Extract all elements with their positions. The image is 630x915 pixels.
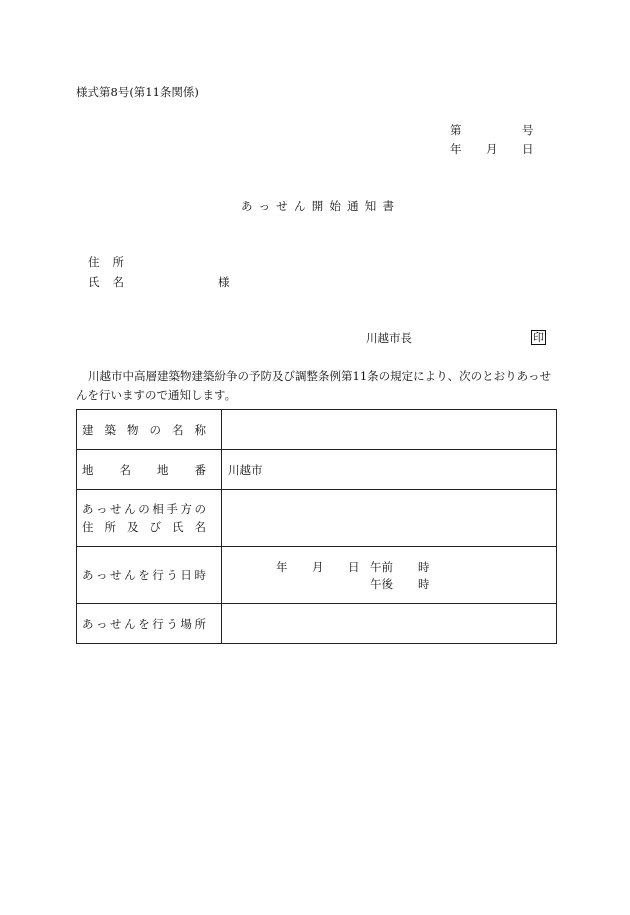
datetime-pm: 午後 (370, 577, 393, 591)
row-value-place (222, 604, 557, 644)
notice-body-text: 川越市中高層建築物建築紛争の予防及び調整条例第11条の規定により、次のとおりあっせんを行いますので通知します。 (76, 369, 552, 402)
document-title: あっせん開始通知書 (241, 199, 394, 213)
datetime-pm-hour: 時 (418, 577, 430, 591)
table-row (77, 604, 557, 644)
table-row (77, 490, 557, 547)
date-day: 日 (522, 142, 534, 156)
name-label: 氏名 (88, 275, 124, 289)
row-value-building-name (222, 410, 557, 450)
date-year: 年 (450, 142, 462, 156)
row-value-datetime (222, 547, 557, 604)
honorific-sama: 様 (218, 275, 230, 289)
datetime-day: 日 (348, 560, 360, 574)
number-prefix: 第 (450, 123, 462, 137)
address-label: 住所 (88, 255, 124, 269)
issuer-name: 川越市長 (366, 331, 412, 345)
row-value-location: 川越市 (222, 450, 557, 490)
datetime-am: 午前 (370, 560, 393, 574)
form-number-label: 様式第8号(第11条関係) (76, 85, 199, 99)
datetime-year: 年 (276, 560, 288, 574)
row-label-counterparty: あっせんの相手方の 住所及び氏名 (77, 490, 222, 547)
row-label-building-name: 建築物の名称 (77, 410, 222, 450)
table-row (77, 450, 557, 490)
seal-mark: 印 (533, 331, 544, 344)
datetime-month: 月 (312, 560, 324, 574)
number-suffix: 号 (522, 123, 534, 137)
row-label-place: あっせんを行う場所 (77, 604, 222, 644)
table-row (77, 547, 557, 604)
table-row (77, 410, 557, 450)
datetime-am-hour: 時 (418, 560, 430, 574)
details-table (76, 409, 557, 644)
row-value-counterparty (222, 490, 557, 547)
date-month: 月 (486, 142, 498, 156)
row-label-location: 地名地番 (77, 450, 222, 490)
row-label-datetime: あっせんを行う日時 (77, 547, 222, 604)
